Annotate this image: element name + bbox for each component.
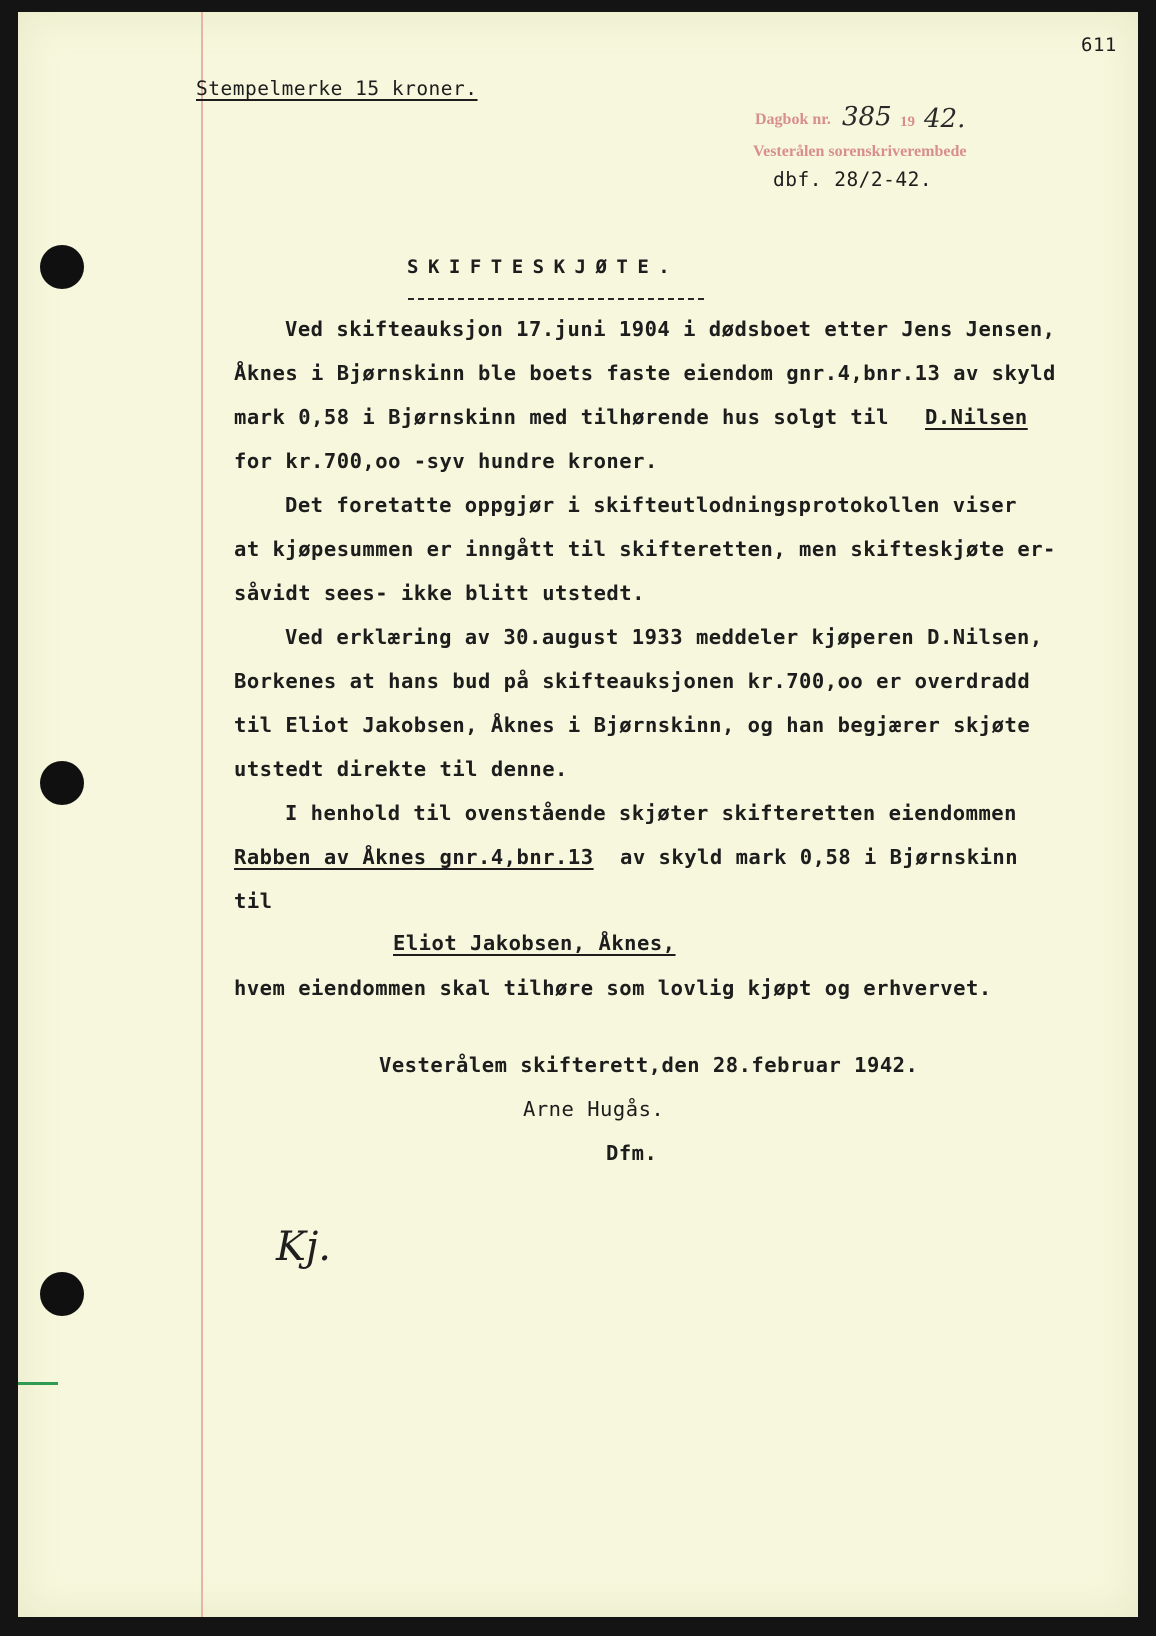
body-line: at kjøpesummen er inngått til skifteretten, men skifteskjøte er-: [234, 537, 1056, 561]
body-line: Borkenes at hans bud på skifteauksjonen kr.700,oo er overdradd: [234, 669, 1031, 693]
punch-hole: [40, 245, 84, 289]
body-line: Ved erklæring av 30.august 1933 meddeler kjøperen D.Nilsen,: [285, 625, 1043, 649]
registry-stamp-office: Vesterålen sorenskriverembede: [753, 143, 967, 160]
body-line-buyer: D.Nilsen: [925, 405, 1028, 429]
body-line: Det foretatte oppgjør i skifteutlodningsprotokollen viser: [285, 493, 1017, 517]
registry-stamp-prefix: Dagbok nr.: [755, 111, 831, 128]
body-line: til Eliot Jakobsen, Åknes i Bjørnskinn, og han begjærer skjøte: [234, 713, 1031, 737]
registry-stamp-year: 42.: [924, 104, 966, 134]
body-line: til: [234, 889, 273, 913]
place-date: Vesterålem skifterett,den 28.februar 1942.: [379, 1053, 919, 1077]
registry-stamp-year-prefix: 19: [900, 114, 915, 130]
handwritten-initials: Kj.: [276, 1224, 331, 1270]
document-page: [18, 12, 1138, 1617]
body-line: for kr.700,oo -syv hundre kroner.: [234, 449, 658, 473]
body-line: Ved skifteauksjon 17.juni 1904 i dødsboet etter Jens Jensen,: [285, 317, 1056, 341]
stamp-header: Stempelmerke 15 kroner.: [196, 77, 478, 100]
edge-mark: [18, 1382, 58, 1385]
body-line-property: Rabben av Åknes gnr.4,bnr.13: [234, 845, 594, 869]
body-line: Åknes i Bjørnskinn ble boets faste eiendom gnr.4,bnr.13 av skyld: [234, 361, 1056, 385]
body-line: mark 0,58 i Bjørnskinn med tilhørende hus solgt til: [234, 405, 889, 429]
punch-hole: [40, 1272, 84, 1316]
body-line: såvidt sees- ikke blitt utstedt.: [234, 581, 645, 605]
margin-rule: [201, 12, 203, 1617]
body-line: utstedt direkte til denne.: [234, 757, 568, 781]
page-number: 611: [1081, 34, 1117, 56]
closing-line: hvem eiendommen skal tilhøre som lovlig kjøpt og erhvervet.: [234, 976, 992, 1000]
signatory-name: Arne Hugås.: [523, 1097, 665, 1121]
grantee-name: Eliot Jakobsen, Åknes,: [393, 931, 676, 955]
registry-stamp-number: 385: [842, 102, 892, 132]
dbf-line: dbf. 28/2-42.: [773, 168, 933, 191]
document-title: SKIFTESKJØTE.: [407, 256, 680, 278]
punch-hole: [40, 761, 84, 805]
title-rule: [408, 298, 704, 300]
body-line: I henhold til ovenstående skjøter skifteretten eiendommen: [285, 801, 1017, 825]
signatory-title: Dfm.: [606, 1141, 658, 1165]
body-line: av skyld mark 0,58 i Bjørnskinn: [620, 845, 1019, 869]
